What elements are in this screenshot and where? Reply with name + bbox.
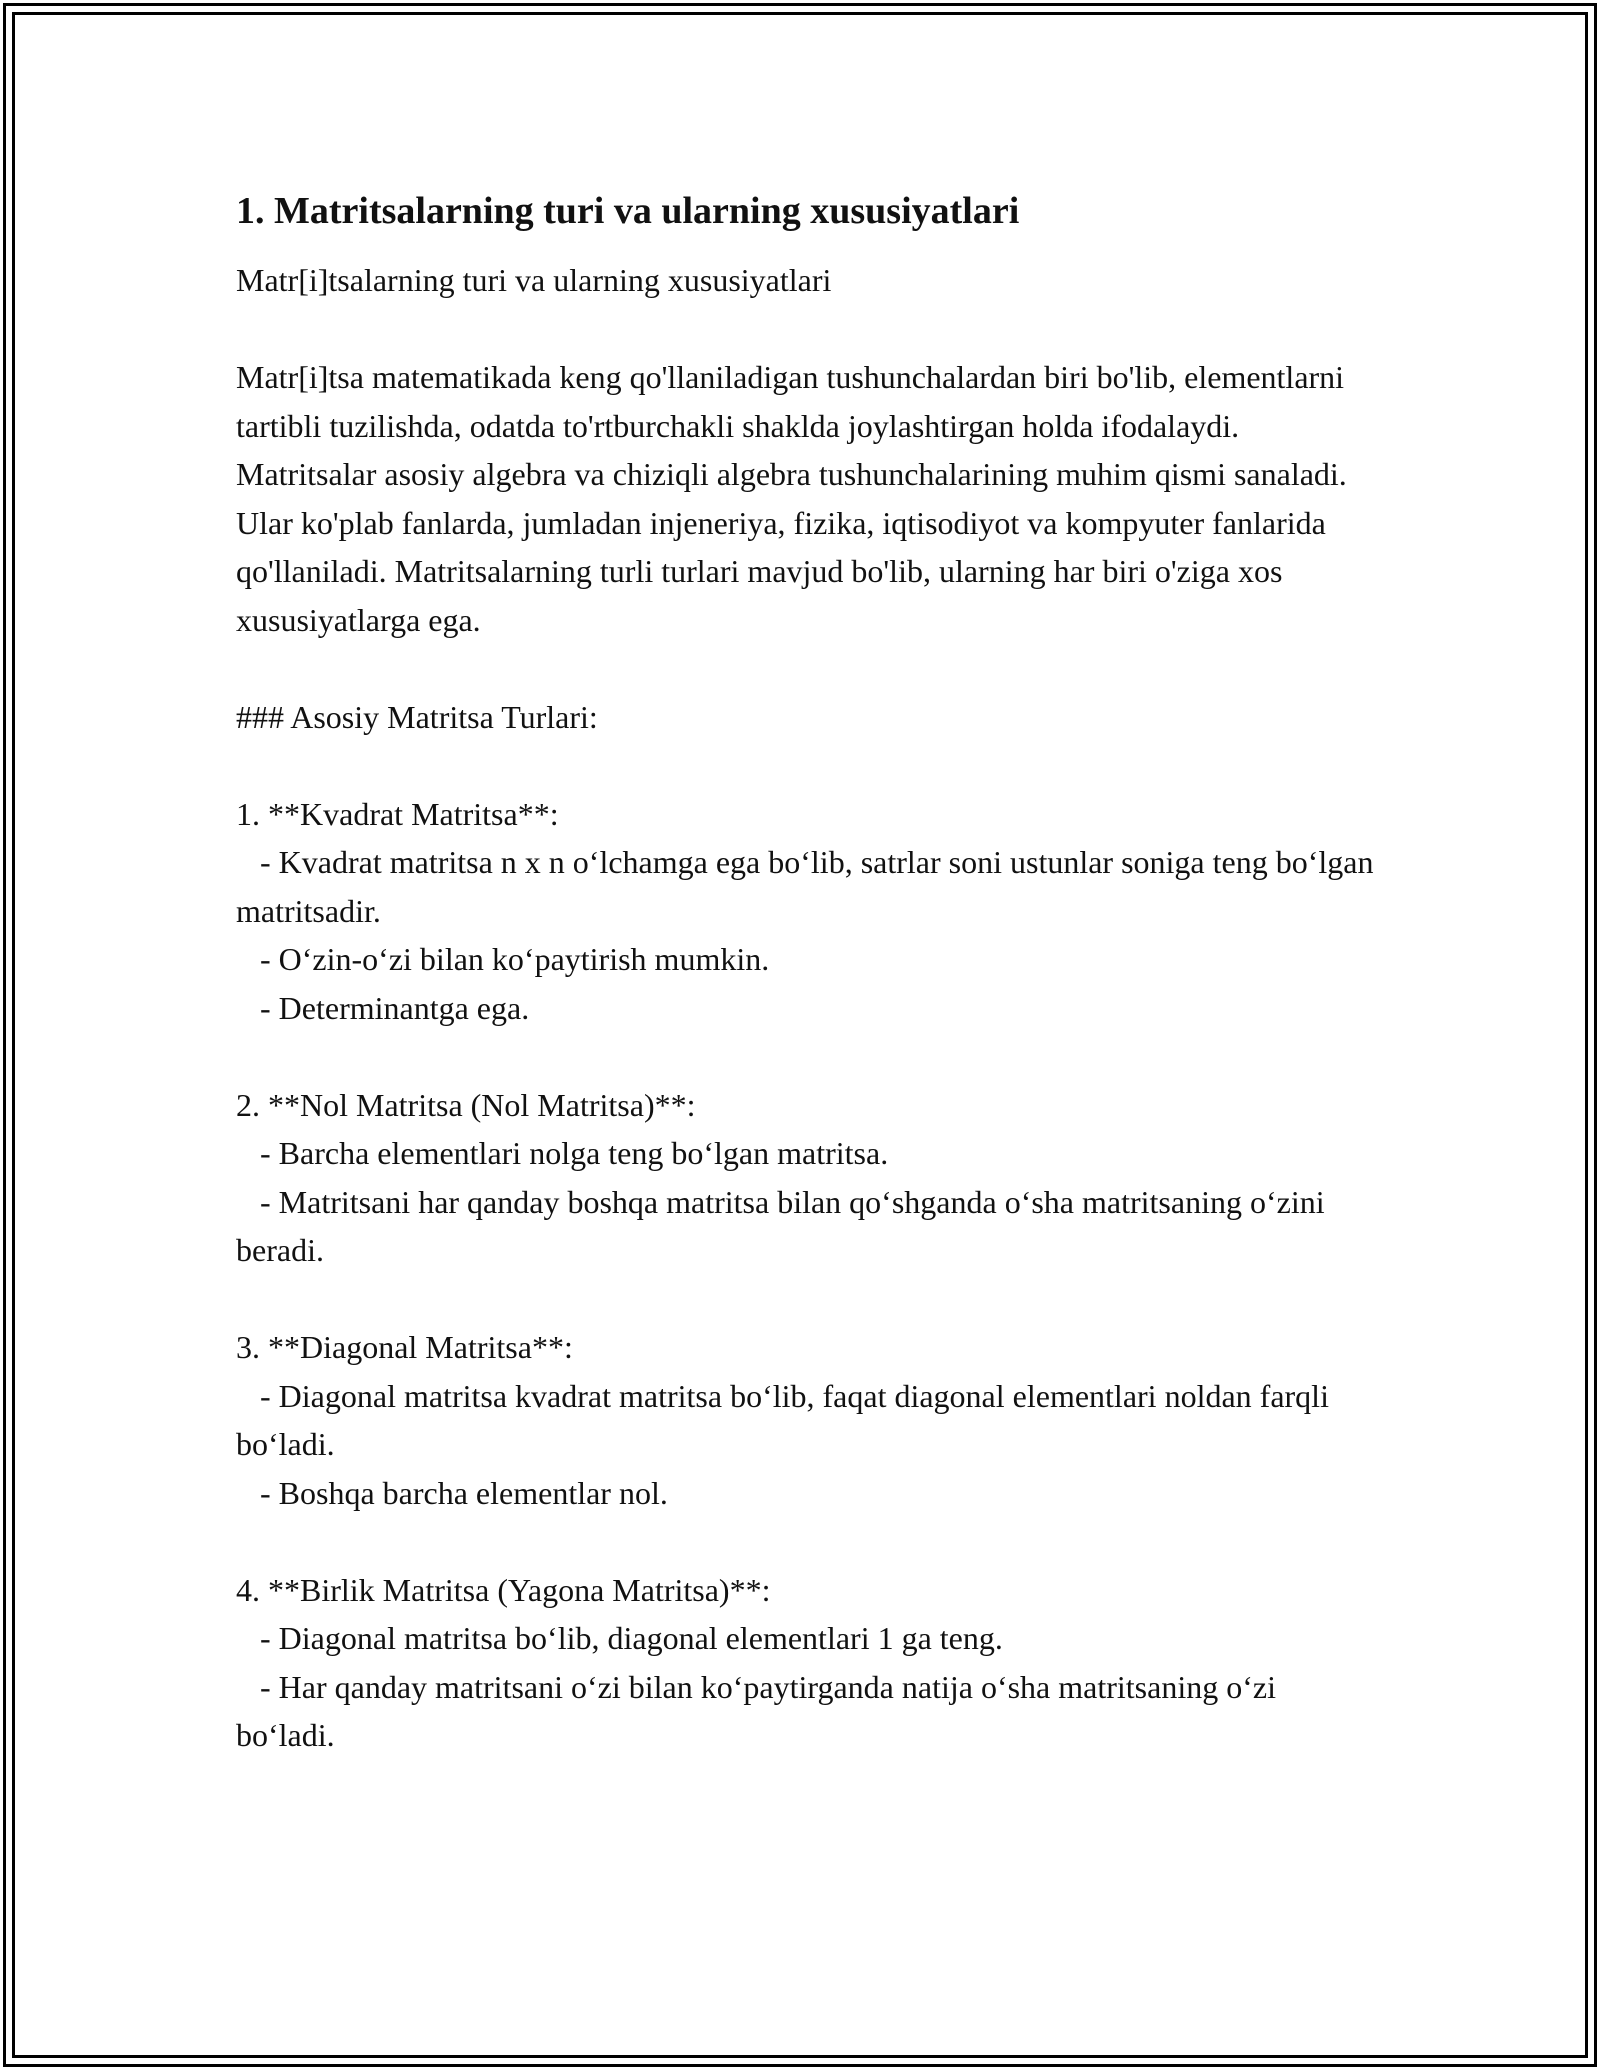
document-title: 1. Matritsalarning turi va ularning xususiyatlari bbox=[236, 190, 1020, 232]
list-item-point: - Determinantga ega. bbox=[260, 989, 530, 1026]
spacer bbox=[236, 644, 1376, 693]
list-item-point: - Barcha elementlari nolga teng boʻlgan matritsa. bbox=[260, 1135, 889, 1171]
list-item-point: - Diagonal matritsa kvadrat matritsa boʻlib, faqat diagonal elementlari noldan farqli boʻladi. bbox=[236, 1377, 1329, 1462]
list-item-heading: 1. **Kvadrat Matritsa**: bbox=[236, 795, 559, 832]
spacer bbox=[236, 305, 1376, 354]
list-item bbox=[236, 1323, 1376, 1517]
list-item-heading: 3. **Diagonal Matritsa**: bbox=[236, 1329, 573, 1365]
spacer bbox=[236, 1517, 1376, 1566]
spacer bbox=[236, 1275, 1376, 1324]
document-subtitle: Matr[i]tsalarning turi va ularning xususiyatlari bbox=[236, 262, 832, 298]
list-item-point: - Har qanday matritsani oʻzi bilan koʻpaytirganda natija oʻsha matritsaning oʻzi boʻladi. bbox=[236, 1668, 1276, 1753]
spacer bbox=[236, 1032, 1376, 1081]
list-item-point: - Boshqa barcha elementlar nol. bbox=[260, 1474, 668, 1511]
list-item bbox=[236, 790, 1376, 1033]
section-heading: ### Asosiy Matritsa Turlari: bbox=[236, 698, 598, 735]
spacer bbox=[236, 741, 1376, 790]
list-item-heading: 4. **Birlik Matritsa (Yagona Matritsa)**: bbox=[236, 1571, 771, 1608]
list-item-point: - Diagonal matritsa boʻlib, diagonal elementlari 1 ga teng. bbox=[260, 1620, 1003, 1656]
list-item-heading: 2. **Nol Matritsa (Nol Matritsa)**: bbox=[236, 1086, 696, 1123]
intro-paragraph: Matr[i]tsa matematikada keng qo'llaniladigan tushunchalardan biri bo'lib, elementlarni tartibli tuzilishda, odatda to'rtburchakli shaklda joylashtirgan holda ifodalaydi. Matritsalar asosiy algebra va chiziqli algebra tushunchalarining muhim qismi sanaladi. Ular ko'plab fanlarda, jumladan injeneriya, fizika, iqtisodiyot va kompyuter fanlarida qo'llaniladi. Matritsalarning turli turlari mavjud bo'lib, ularning har biri o'ziga xos xususiyatlarga ega. bbox=[236, 359, 1347, 638]
document-body bbox=[236, 186, 1376, 1760]
list-item-point: - Oʻzin-oʻzi bilan koʻpaytirish mumkin. bbox=[260, 941, 770, 977]
list-item-point: - Matritsani har qanday boshqa matritsa bilan qoʻshganda oʻsha matritsaning oʻzini beradi. bbox=[236, 1183, 1325, 1268]
list-item-point: - Kvadrat matritsa n x n oʻlchamga ega boʻlib, satrlar soni ustunlar soniga teng boʻlgan matritsadir. bbox=[236, 844, 1374, 929]
list-item bbox=[236, 1566, 1376, 1760]
list-item bbox=[236, 1081, 1376, 1275]
